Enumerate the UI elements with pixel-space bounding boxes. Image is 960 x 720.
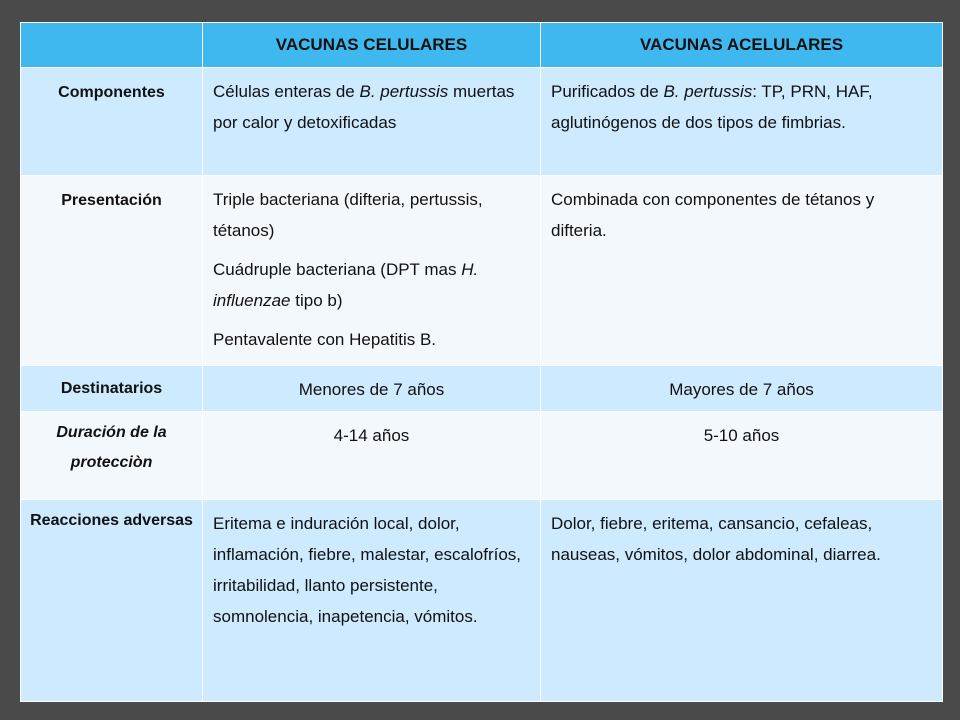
- row-destinatarios: [21, 366, 943, 412]
- text-segment: Cuádruple bacteriana (DPT mas: [213, 260, 462, 279]
- text-segment: muertas por calor y detoxificadas: [213, 82, 515, 132]
- row-label-componentes: Componentes: [21, 68, 203, 176]
- header-vacunas-celulares: VACUNAS CELULARES: [203, 23, 541, 68]
- row-label-presentacion: Presentación: [21, 176, 203, 366]
- paragraph-pentavalente: Pentavalente con Hepatitis B.: [213, 330, 437, 349]
- paragraph-cuadruple: [213, 254, 530, 316]
- header-vacunas-acelulares: VACUNAS ACELULARES: [541, 23, 943, 68]
- comparison-table-wrapper: [20, 22, 942, 700]
- row-componentes: [21, 68, 943, 176]
- text-segment: : TP, PRN, HAF, aglutinógenos de dos tipos de fimbrias.: [551, 82, 873, 132]
- text-segment: Purificados de: [551, 82, 664, 101]
- cell-presentacion-acelulares: Combinada con componentes de tétanos y difteria.: [541, 176, 943, 366]
- text-segment: tipo b): [290, 291, 343, 310]
- cell-duracion-celulares: 4-14 años: [203, 412, 541, 500]
- text-segment-italic: B. pertussis: [663, 82, 753, 101]
- vaccine-comparison-table: [20, 22, 943, 702]
- cell-reacciones-acelulares: Dolor, fiebre, eritema, cansancio, cefaleas, nauseas, vómitos, dolor abdominal, diarrea.: [541, 500, 943, 702]
- row-label-duracion: Duración de la protecciòn: [21, 412, 203, 500]
- cell-componentes-celulares: [203, 68, 541, 176]
- row-reacciones: [21, 500, 943, 702]
- row-label-reacciones: Reacciones adversas: [21, 500, 203, 702]
- row-presentacion: [21, 176, 943, 366]
- header-corner-cell: [21, 23, 203, 68]
- table-header-row: [21, 23, 943, 68]
- row-duracion: [21, 412, 943, 500]
- text-segment-italic: H. influenzae: [213, 260, 479, 310]
- row-label-destinatarios: Destinatarios: [21, 366, 203, 412]
- text-segment: Células enteras de: [213, 82, 360, 101]
- cell-duracion-acelulares: 5-10 años: [541, 412, 943, 500]
- cell-componentes-acelulares: [541, 68, 943, 176]
- text-segment-italic: B. pertussis: [359, 82, 449, 101]
- cell-presentacion-celulares: [203, 176, 541, 366]
- cell-reacciones-celulares: Eritema e induración local, dolor, inflamación, fiebre, malestar, escalofríos, irritabilidad, llanto persistente, somnolencia, inapetencia, vómitos.: [203, 500, 541, 702]
- cell-destinatarios-acelulares: Mayores de 7 años: [541, 366, 943, 412]
- cell-destinatarios-celulares: Menores de 7 años: [203, 366, 541, 412]
- paragraph-triple: Triple bacteriana (difteria, pertussis, tétanos): [213, 190, 483, 240]
